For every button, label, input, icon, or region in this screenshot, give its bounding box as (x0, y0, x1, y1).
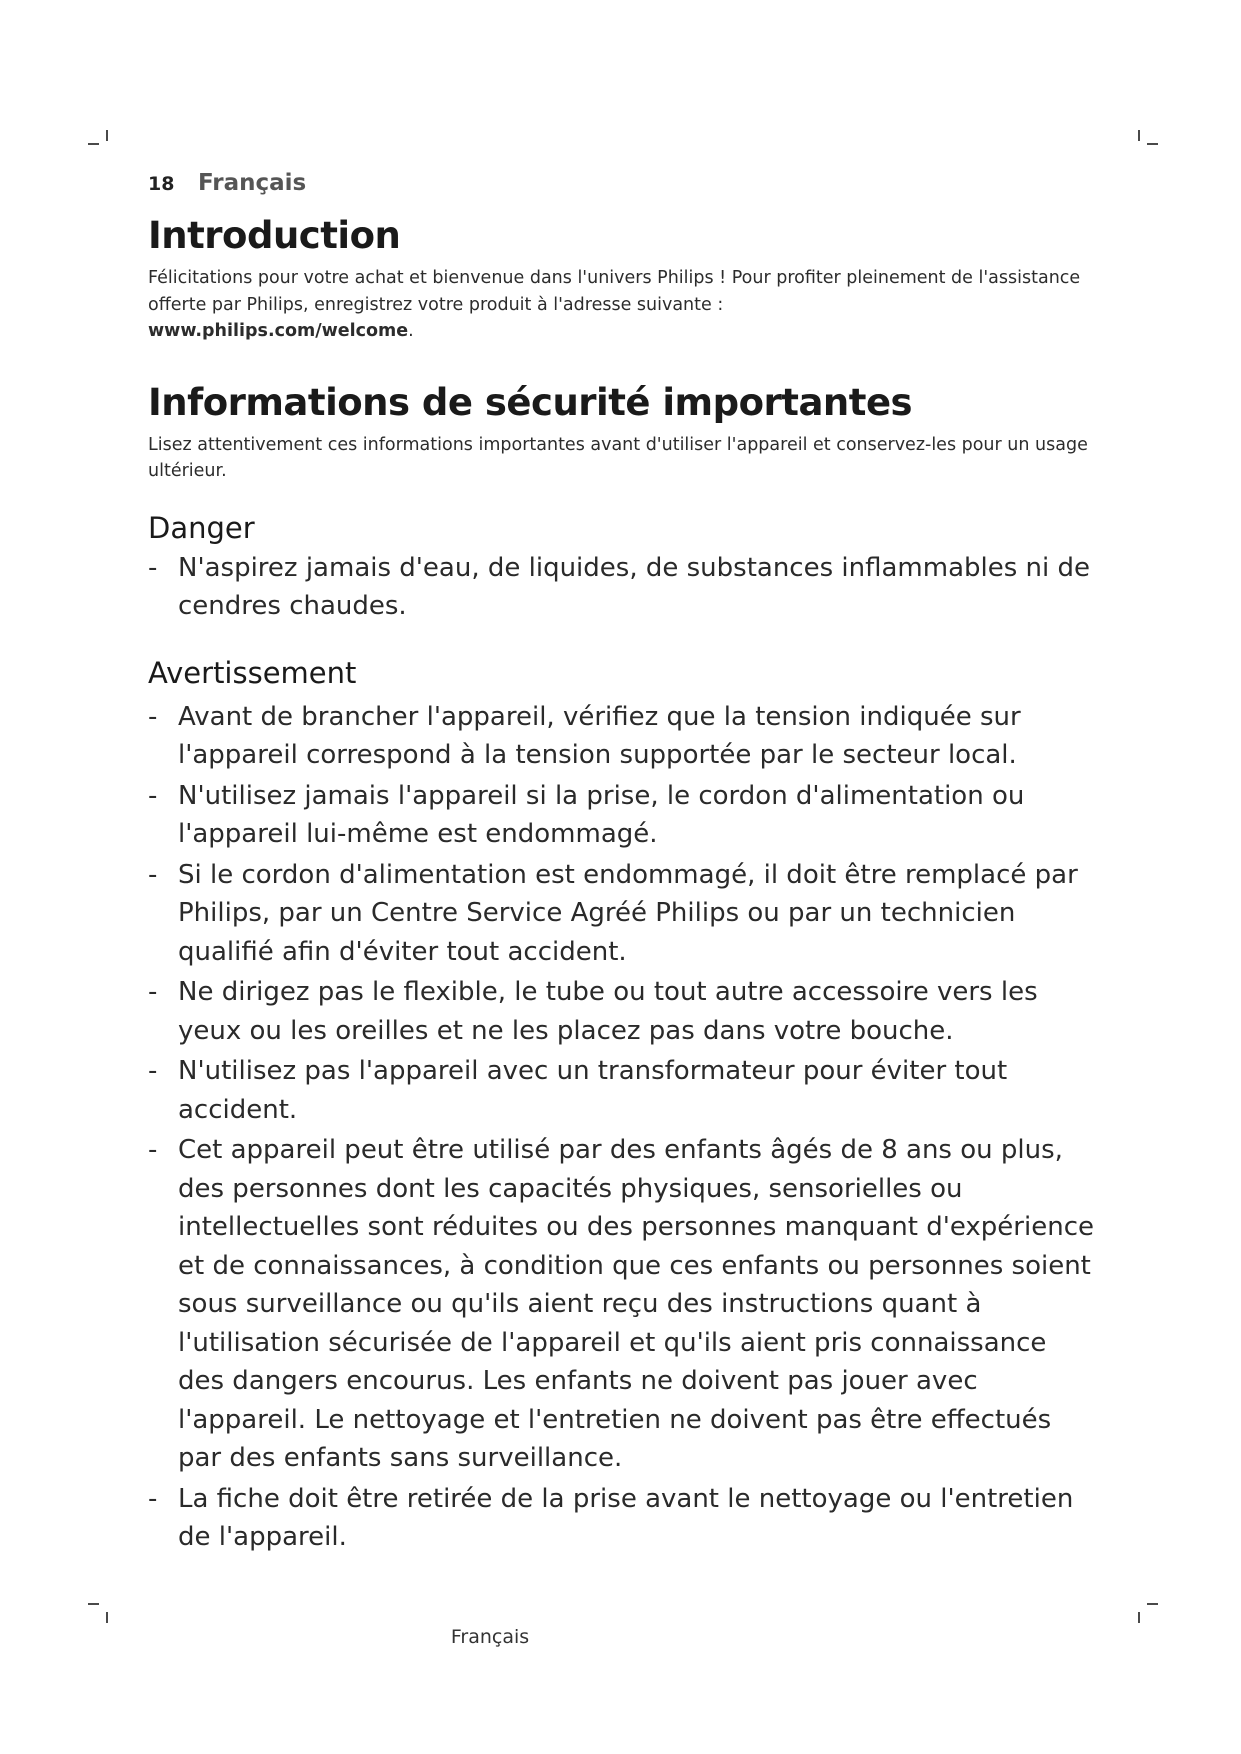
list-item (148, 1131, 1098, 1478)
safety-title: Informations de sécurité importantes (148, 380, 913, 424)
warning-title: Avertissement (148, 655, 357, 690)
list-item (148, 698, 1098, 775)
bullet-dash: - (148, 701, 158, 732)
list-item-text: Ne dirigez pas le flexible, le tube ou tout autre accessoire vers les yeux ou les oreilles et ne les placez pas dans votre bouche. (178, 977, 1038, 1046)
list-item-text: Cet appareil peut être utilisé par des enfants âgés de 8 ans ou plus, des personnes dont les capacités physiques, sensorielles ou intellectuelles sont réduites ou des personnes manquant d'expérience et de connaissances, à condition que ces enfants ou personnes soient sous surveillance ou qu'ils aient reçu des instructions quant à l'utilisation sécurisée de l'appareil et qu'ils aient pris connaissance des dangers encourus. Les enfants ne doivent pas jouer avec l'appareil. Le nettoyage et l'entretien ne doivent pas être effectués par des enfants sans surveillance. (178, 1135, 1094, 1473)
list-item (148, 973, 1098, 1050)
crop-mark (88, 143, 99, 145)
page-number: 18 (148, 173, 175, 195)
introduction-text (148, 265, 1098, 345)
bullet-dash: - (148, 859, 158, 890)
crop-mark (1147, 1603, 1158, 1605)
danger-title: Danger (148, 510, 255, 545)
crop-mark (1138, 130, 1140, 141)
list-item-text: La fiche doit être retirée de la prise avant le nettoyage ou l'entretien de l'appareil. (178, 1483, 1074, 1552)
list-item-text: Avant de brancher l'appareil, vérifiez que la tension indiquée sur l'appareil correspond à la tension supportée par le secteur local. (178, 701, 1021, 770)
crop-mark (1147, 143, 1158, 145)
bullet-dash: - (148, 552, 158, 583)
list-item-text: N'utilisez pas l'appareil avec un transformateur pour éviter tout accident. (178, 1056, 1008, 1125)
list-item-text: N'utilisez jamais l'appareil si la prise, le cordon d'alimentation ou l'appareil lui-même est endommagé. (178, 780, 1025, 849)
bullet-dash: - (148, 780, 158, 811)
crop-mark (88, 1603, 99, 1605)
page-content (148, 214, 1098, 1559)
bullet-dash: - (148, 977, 158, 1007)
introduction-title: Introduction (148, 214, 401, 257)
introduction-url: www.philips.com/welcome (148, 321, 409, 341)
header-language: Français (198, 170, 307, 196)
list-item (148, 549, 1098, 626)
crop-mark (1138, 1612, 1140, 1623)
list-item (148, 1052, 1098, 1129)
warning-list (148, 698, 1098, 1557)
bullet-dash: - (148, 1056, 158, 1086)
introduction-body: Félicitations pour votre achat et bienvenue dans l'univers Philips ! Pour profiter pleinement de l'assistance offerte par Philips, enregistrez votre produit à l'adresse suivante : (148, 268, 1081, 315)
danger-list (148, 549, 1098, 626)
bullet-dash: - (148, 1483, 158, 1514)
list-item (148, 856, 1098, 972)
list-item (148, 1480, 1098, 1557)
crop-mark (106, 1612, 108, 1623)
page-header (148, 170, 306, 196)
introduction-url-suffix: . (408, 321, 414, 341)
crop-mark (106, 130, 108, 141)
safety-intro: Lisez attentivement ces informations importantes avant d'utiliser l'appareil et conservez-les pour un usage ultérieur. (148, 434, 1088, 481)
page-footer: Français (450, 1626, 530, 1648)
list-item (148, 777, 1098, 854)
list-item-text: Si le cordon d'alimentation est endommagé, il doit être remplacé par Philips, par un Centre Service Agréé Philips ou par un technicien qualifié afin d'éviter tout accident. (178, 859, 1078, 967)
list-item-text: N'aspirez jamais d'eau, de liquides, de substances inflammables ni de cendres chaudes. (178, 552, 1091, 621)
bullet-dash: - (148, 1135, 158, 1165)
